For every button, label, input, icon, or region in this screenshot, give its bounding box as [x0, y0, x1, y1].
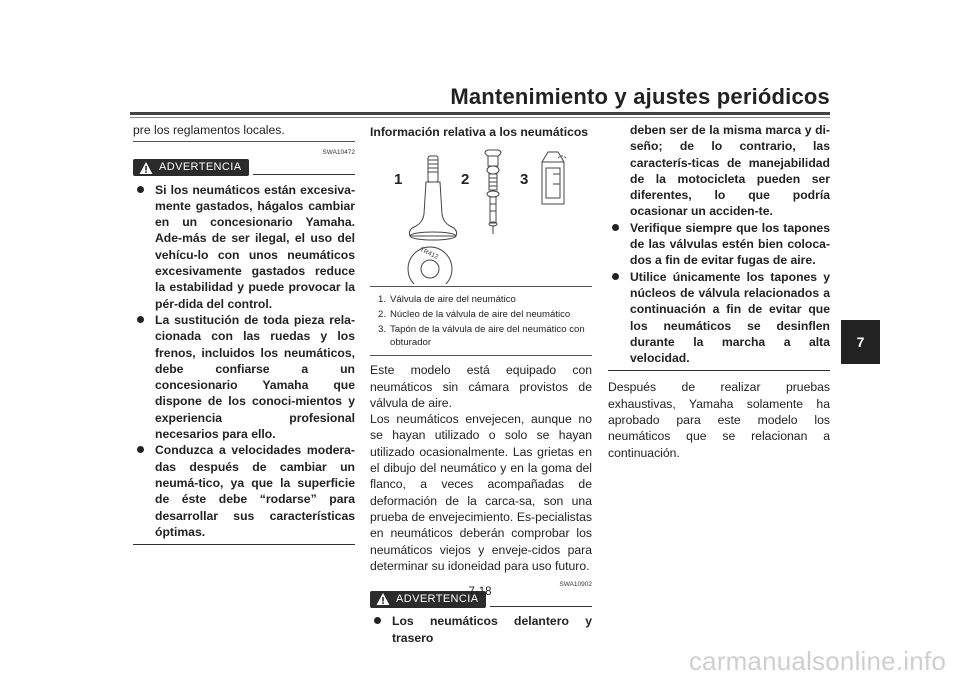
warning-label: ADVERTENCIA [396, 593, 479, 606]
caption-end-rule [370, 355, 592, 356]
list-item [608, 269, 830, 367]
warning-label: ADVERTENCIA [159, 161, 242, 174]
divider [133, 141, 355, 142]
caption-item [370, 323, 592, 349]
caption-item [370, 293, 592, 306]
bullet-icon [612, 224, 619, 231]
warning-end-rule [133, 544, 355, 545]
column-right [608, 122, 830, 461]
body-paragraph: Este modelo está equipado con neumáticos sin cámara provistos de válvula de aire. [370, 363, 592, 410]
figure-label-1: 1 [394, 171, 403, 189]
warning-bullet-list [133, 182, 355, 541]
section-heading: Información relativa a los neumáticos [370, 125, 589, 139]
caption-number: 1. [378, 294, 387, 306]
list-item [608, 220, 830, 269]
body-paragraph: Después de realizar pruebas exhaustivas, Yamaha solamente ha aprobado para este modelo los neumáticos que se relacionan a continuación. [608, 380, 830, 460]
bullet-text: Verifique siempre que los tapones de las válvulas estén bien coloca-dos a fin de evitar fugas de aire. [630, 220, 830, 268]
list-item [370, 613, 592, 646]
valve-marking-text: TR412 [418, 246, 440, 262]
figure-label-2: 2 [461, 171, 470, 189]
caption-item [370, 308, 592, 321]
list-item-continued [608, 122, 830, 220]
bullet-icon [612, 273, 619, 280]
list-item [133, 312, 355, 442]
caption-text: Núcleo de la válvula de aire del neumático [390, 309, 571, 321]
bullet-text: Los neumáticos delantero y trasero [392, 614, 592, 645]
bullet-text: Utilice únicamente los tapones y núcleos de válvula relacionados a continuación a fin de evitar que los neumáticos se desinflen durante la marcha a alta velocidad. [630, 269, 830, 366]
caption-number: 3. [378, 324, 387, 336]
warning-badge [133, 159, 249, 176]
warning-code: SWA10472 [322, 149, 355, 157]
warning-bullet-list [370, 613, 592, 646]
caption-number: 2. [378, 309, 387, 321]
body-paragraph: Los neumáticos envejecen, aunque no se hayan utilizado o solo se hayan utilizado ocasionalmente. Las grietas en el dibujo del neumático y en la goma del flanco, a veces acompañadas de deformación de la carca-sa, son una prueba de envejecimiento. Es-pecialistas en neumáticos deberán comprobar los neumáticos viejos y enveje-cidos para determinar su idoneidad para uso futuro. [370, 412, 592, 573]
caption-text: Tapón de la válvula de aire del neumático con obturador [390, 324, 585, 349]
chapter-tab: 7 [841, 320, 880, 364]
bullet-icon [374, 617, 381, 624]
bullet-text: La sustitución de toda pieza rela-cionada con las ruedas y los frenos, incluidos los neumáticos, debe confiarse a un concesionario Yamaha que dispone de los conoci-mientos y experiencia profesional necesarios para ello. [155, 312, 355, 442]
bullet-icon [137, 446, 144, 453]
warning-bullet-list [608, 122, 830, 366]
bullet-text: deben ser de la misma marca y di-seño; de lo contrario, las caracterís-ticas de manejabilidad de la motocicleta pueden ser diferentes, lo que podría ocasionar un acciden-te. [630, 123, 830, 219]
watermark: carmanualsonline.info [688, 646, 946, 676]
column-left [133, 122, 355, 545]
header-rule [130, 112, 830, 115]
bullet-icon [137, 316, 144, 323]
valve-figure [370, 144, 592, 284]
caption-text: Válvula de aire del neumático [390, 294, 516, 306]
warning-code: SWA10902 [559, 581, 592, 589]
page-number: 7-18 [468, 586, 492, 598]
figure-label-3: 3 [520, 171, 529, 189]
page-title: Mantenimiento y ajustes periódicos [450, 84, 830, 109]
warning-icon [139, 161, 153, 175]
warning-line [253, 174, 355, 175]
warning-line [490, 606, 592, 607]
list-item [133, 442, 355, 540]
bullet-icon [137, 186, 144, 193]
column-middle [370, 122, 592, 646]
warning-end-rule [608, 370, 830, 371]
bullet-text: Si los neumáticos están excesiva-mente gastados, hágalos cambiar en un concesionario Yamaha. Ade-más de ser ilegal, el uso del vehícu-lo con unos neumáticos excesivamente gastados reduce la estabilidad y puede provocar la pér-dida del control. [155, 182, 355, 311]
intro-text: pre los reglamentos locales. [133, 123, 285, 137]
list-item [133, 182, 355, 312]
valve-drawing [370, 144, 592, 284]
header-rule-thin [130, 117, 830, 118]
figure-captions [370, 293, 592, 349]
caption-divider [370, 286, 592, 287]
bullet-text: Conduzca a velocidades modera-das después de cambiar un neumá-tico, ya que la superficie de éste debe “rodarse” para desarrollar sus características óptimas. [155, 443, 355, 539]
